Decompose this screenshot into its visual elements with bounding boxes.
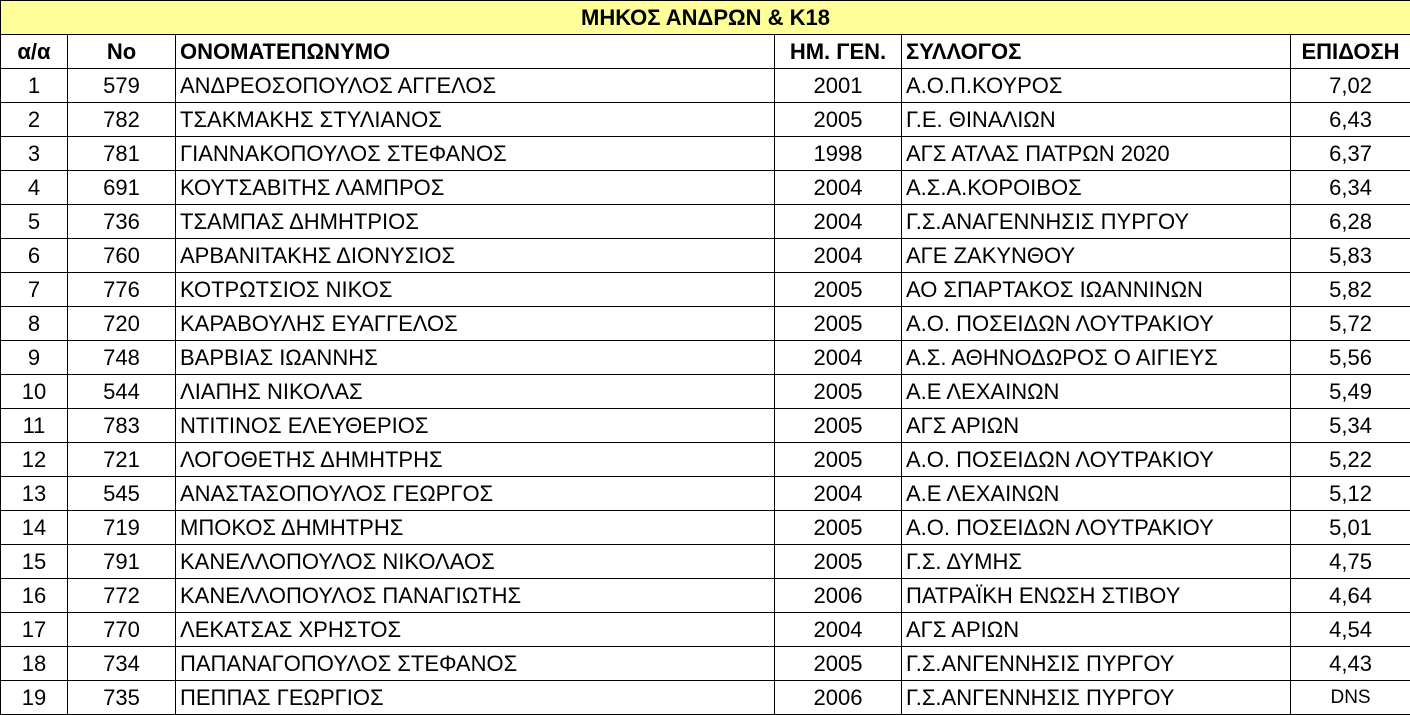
cell-mark: 6,28	[1291, 205, 1410, 239]
cell-position: 5	[1, 205, 68, 239]
cell-position: 14	[1, 511, 68, 545]
event-title: ΜΗΚΟΣ ΑΝΔΡΩΝ & Κ18	[1, 1, 1410, 35]
cell-position: 15	[1, 545, 68, 579]
cell-mark: 5,12	[1291, 477, 1410, 511]
table-row[interactable]	[1, 681, 1410, 715]
cell-position: 17	[1, 613, 68, 647]
cell-bib: 791	[68, 545, 176, 579]
cell-mark: 4,54	[1291, 613, 1410, 647]
cell-mark: 5,82	[1291, 273, 1410, 307]
table-row[interactable]	[1, 137, 1410, 171]
cell-mark: 4,64	[1291, 579, 1410, 613]
cell-athlete-name: ΛΟΓΟΘΕΤΗΣ ΔΗΜΗΤΡΗΣ	[176, 443, 775, 477]
cell-birth-year: 2004	[775, 239, 902, 273]
cell-club: Γ.Σ. ΔΥΜΗΣ	[902, 545, 1291, 579]
table-row[interactable]	[1, 647, 1410, 681]
cell-birth-year: 2006	[775, 579, 902, 613]
cell-birth-year: 2005	[775, 103, 902, 137]
cell-club: Α.Ο.Π.ΚΟΥΡΟΣ	[902, 69, 1291, 103]
cell-birth-year: 2005	[775, 409, 902, 443]
cell-athlete-name: ΑΝΔΡΕΟΣΟΠΟΥΛΟΣ ΑΓΓΕΛΟΣ	[176, 69, 775, 103]
table-row[interactable]	[1, 273, 1410, 307]
cell-birth-year: 2005	[775, 545, 902, 579]
table-row[interactable]	[1, 579, 1410, 613]
cell-bib: 545	[68, 477, 176, 511]
table-row[interactable]	[1, 443, 1410, 477]
results-body	[1, 69, 1410, 715]
cell-athlete-name: ΠΕΠΠΑΣ ΓΕΩΡΓΙΟΣ	[176, 681, 775, 715]
cell-mark: DNS	[1291, 681, 1410, 715]
cell-birth-year: 2005	[775, 647, 902, 681]
table-row[interactable]	[1, 171, 1410, 205]
cell-birth-year: 2006	[775, 681, 902, 715]
cell-birth-year: 2004	[775, 477, 902, 511]
cell-club: Γ.Σ.ΑΝΑΓΕΝΝΗΣΙΣ ΠΥΡΓΟΥ	[902, 205, 1291, 239]
cell-position: 12	[1, 443, 68, 477]
cell-athlete-name: ΚΑΝΕΛΛΟΠΟΥΛΟΣ ΠΑΝΑΓΙΩΤΗΣ	[176, 579, 775, 613]
cell-club: Α.Ο. ΠΟΣΕΙΔΩΝ ΛΟΥΤΡΑΚΙΟΥ	[902, 307, 1291, 341]
cell-club: ΠΑΤΡΑΪΚΗ ΕΝΩΣΗ ΣΤΙΒΟΥ	[902, 579, 1291, 613]
cell-athlete-name: ΑΝΑΣΤΑΣΟΠΟΥΛΟΣ ΓΕΩΡΓΟΣ	[176, 477, 775, 511]
cell-bib: 720	[68, 307, 176, 341]
cell-athlete-name: ΛΙΑΠΗΣ ΝΙΚΟΛΑΣ	[176, 375, 775, 409]
cell-bib: 782	[68, 103, 176, 137]
cell-club: Γ.Σ.ΑΝΓΕΝΝΗΣΙΣ ΠΥΡΓΟΥ	[902, 647, 1291, 681]
cell-bib: 691	[68, 171, 176, 205]
cell-birth-year: 2004	[775, 341, 902, 375]
cell-mark: 5,34	[1291, 409, 1410, 443]
table-row[interactable]	[1, 511, 1410, 545]
cell-position: 6	[1, 239, 68, 273]
table-row[interactable]	[1, 239, 1410, 273]
cell-athlete-name: ΓΙΑΝΝΑΚΟΠΟΥΛΟΣ ΣΤΕΦΑΝΟΣ	[176, 137, 775, 171]
cell-mark: 4,43	[1291, 647, 1410, 681]
header-row	[1, 35, 1410, 69]
cell-position: 9	[1, 341, 68, 375]
cell-athlete-name: ΠΑΠΑΝΑΓΟΠΟΥΛΟΣ ΣΤΕΦΑΝΟΣ	[176, 647, 775, 681]
cell-position: 10	[1, 375, 68, 409]
cell-birth-year: 2005	[775, 375, 902, 409]
table-row[interactable]	[1, 307, 1410, 341]
table-row[interactable]	[1, 205, 1410, 239]
cell-club: Α.Ο. ΠΟΣΕΙΔΩΝ ΛΟΥΤΡΑΚΙΟΥ	[902, 511, 1291, 545]
cell-club: Α.Ε ΛΕΧΑΙΝΩΝ	[902, 375, 1291, 409]
cell-position: 3	[1, 137, 68, 171]
cell-mark: 5,01	[1291, 511, 1410, 545]
cell-club: Α.Σ.Α.ΚΟΡΟΙΒΟΣ	[902, 171, 1291, 205]
cell-athlete-name: ΚΑΡΑΒΟΥΛΗΣ ΕΥΑΓΓΕΛΟΣ	[176, 307, 775, 341]
cell-birth-year: 2005	[775, 273, 902, 307]
cell-mark: 6,34	[1291, 171, 1410, 205]
cell-bib: 736	[68, 205, 176, 239]
cell-birth-year: 2001	[775, 69, 902, 103]
cell-birth-year: 2004	[775, 613, 902, 647]
cell-birth-year: 2004	[775, 205, 902, 239]
table-row[interactable]	[1, 409, 1410, 443]
cell-position: 1	[1, 69, 68, 103]
cell-athlete-name: ΚΑΝΕΛΛΟΠΟΥΛΟΣ ΝΙΚΟΛΑΟΣ	[176, 545, 775, 579]
cell-bib: 734	[68, 647, 176, 681]
cell-athlete-name: ΝΤΙΤΙΝΟΣ ΕΛΕΥΘΕΡΙΟΣ	[176, 409, 775, 443]
table-row[interactable]	[1, 69, 1410, 103]
cell-club: ΑΓΣ ΑΡΙΩΝ	[902, 409, 1291, 443]
cell-athlete-name: ΚΟΥΤΣΑΒΙΤΗΣ ΛΑΜΠΡΟΣ	[176, 171, 775, 205]
cell-club: Α.Σ. ΑΘΗΝΟΔΩΡΟΣ Ο ΑΙΓΙΕΥΣ	[902, 341, 1291, 375]
cell-bib: 544	[68, 375, 176, 409]
column-header-mark[interactable]: ΕΠΙΔΟΣΗ	[1291, 35, 1410, 69]
cell-club: ΑΓΣ ΑΡΙΩΝ	[902, 613, 1291, 647]
column-header-name[interactable]: ΟΝΟΜΑΤΕΠΩΝΥΜΟ	[176, 35, 775, 69]
cell-position: 19	[1, 681, 68, 715]
cell-birth-year: 2005	[775, 443, 902, 477]
cell-birth-year: 2004	[775, 171, 902, 205]
cell-club: ΑΓΕ ΖΑΚΥΝΘΟΥ	[902, 239, 1291, 273]
cell-position: 8	[1, 307, 68, 341]
cell-mark: 5,22	[1291, 443, 1410, 477]
cell-bib: 719	[68, 511, 176, 545]
cell-athlete-name: ΤΣΑΚΜΑΚΗΣ ΣΤΥΛΙΑΝΟΣ	[176, 103, 775, 137]
cell-bib: 783	[68, 409, 176, 443]
column-header-club[interactable]: ΣΥΛΛΟΓΟΣ	[902, 35, 1291, 69]
title-row	[1, 1, 1410, 35]
cell-birth-year: 2005	[775, 511, 902, 545]
cell-mark: 5,49	[1291, 375, 1410, 409]
cell-mark: 7,02	[1291, 69, 1410, 103]
cell-position: 13	[1, 477, 68, 511]
cell-bib: 579	[68, 69, 176, 103]
table-row[interactable]	[1, 545, 1410, 579]
column-header-birth-year[interactable]: ΗΜ. ΓΕΝ.	[775, 35, 902, 69]
cell-athlete-name: ΒΑΡΒΙΑΣ ΙΩΑΝΝΗΣ	[176, 341, 775, 375]
cell-club: Α.Ο. ΠΟΣΕΙΔΩΝ ΛΟΥΤΡΑΚΙΟΥ	[902, 443, 1291, 477]
cell-bib: 776	[68, 273, 176, 307]
column-header-position[interactable]: α/α	[1, 35, 68, 69]
cell-mark: 6,43	[1291, 103, 1410, 137]
cell-birth-year: 1998	[775, 137, 902, 171]
table-row[interactable]	[1, 103, 1410, 137]
cell-position: 11	[1, 409, 68, 443]
table-row[interactable]	[1, 375, 1410, 409]
cell-position: 16	[1, 579, 68, 613]
cell-club: Γ.Σ.ΑΝΓΕΝΝΗΣΙΣ ΠΥΡΓΟΥ	[902, 681, 1291, 715]
cell-mark: 5,56	[1291, 341, 1410, 375]
cell-bib: 781	[68, 137, 176, 171]
cell-bib: 760	[68, 239, 176, 273]
cell-club: ΑΟ ΣΠΑΡΤΑΚΟΣ ΙΩΑΝΝΙΝΩΝ	[902, 273, 1291, 307]
table-row[interactable]	[1, 341, 1410, 375]
cell-position: 4	[1, 171, 68, 205]
cell-position: 7	[1, 273, 68, 307]
cell-birth-year: 2005	[775, 307, 902, 341]
table-row[interactable]	[1, 477, 1410, 511]
cell-club: Γ.Ε. ΘΙΝΑΛΙΩΝ	[902, 103, 1291, 137]
cell-bib: 770	[68, 613, 176, 647]
cell-athlete-name: ΛΕΚΑΤΣΑΣ ΧΡΗΣΤΟΣ	[176, 613, 775, 647]
cell-mark: 4,75	[1291, 545, 1410, 579]
cell-position: 18	[1, 647, 68, 681]
cell-athlete-name: ΚΟΤΡΩΤΣΙΟΣ ΝΙΚΟΣ	[176, 273, 775, 307]
column-header-bib[interactable]: No	[68, 35, 176, 69]
cell-athlete-name: ΑΡΒΑΝΙΤΑΚΗΣ ΔΙΟΝΥΣΙΟΣ	[176, 239, 775, 273]
cell-mark: 6,37	[1291, 137, 1410, 171]
cell-club: ΑΓΣ ΑΤΛΑΣ ΠΑΤΡΩΝ 2020	[902, 137, 1291, 171]
cell-athlete-name: ΤΣΑΜΠΑΣ ΔΗΜΗΤΡΙΟΣ	[176, 205, 775, 239]
cell-club: Α.Ε ΛΕΧΑΙΝΩΝ	[902, 477, 1291, 511]
cell-mark: 5,72	[1291, 307, 1410, 341]
cell-athlete-name: ΜΠΟΚΟΣ ΔΗΜΗΤΡΗΣ	[176, 511, 775, 545]
cell-position: 2	[1, 103, 68, 137]
cell-bib: 735	[68, 681, 176, 715]
cell-mark: 5,83	[1291, 239, 1410, 273]
table-row[interactable]	[1, 613, 1410, 647]
cell-bib: 721	[68, 443, 176, 477]
cell-bib: 772	[68, 579, 176, 613]
cell-bib: 748	[68, 341, 176, 375]
